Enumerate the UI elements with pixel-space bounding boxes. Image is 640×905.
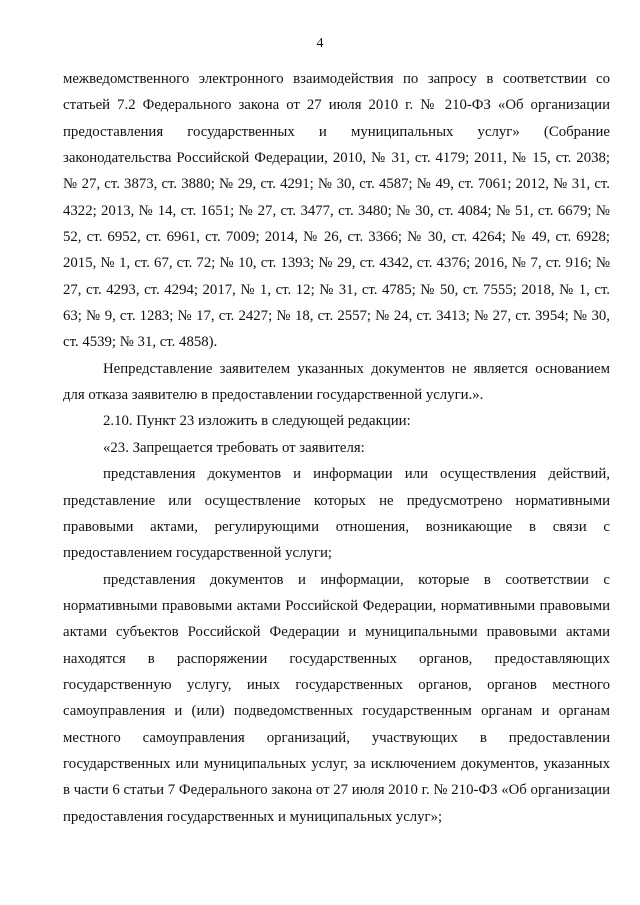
paragraph-item-actions: представления документов и информации или осуществления действий, представление или осуществление которых не предусмотрено нормативными правовыми актами, регулирующими отношения, возникающие в связи с предоставлением государственной услуги;	[63, 466, 610, 562]
paragraph-continuation: межведомственного электронного взаимодействия по запросу в соответствии со статьей 7.2 Федерального закона от 27 июля 2010 г. № 210-ФЗ «Об организации предоставления государственных и муниципальных услуг» (Собрание законодательства Российской Федерации, 2010, № 31, ст. 4179; 2011, № 15, ст. 2038; № 27, ст. 3873, ст. 3880; № 29, ст. 4291; № 30, ст. 4587; № 49, ст. 7061; 2012, № 31, ст. 4322; 2013, № 14, ст. 1651; № 27, ст. 3477, ст. 3480; № 30, ст. 4084; № 51, ст. 6679; № 52, ст. 6952, ст. 6961, ст. 7009; 2014, № 26, ст. 3366; № 30, ст. 4264; № 49, ст. 6928; 2015, № 1, ст. 67, ст. 72; № 10, ст. 1393; № 29, ст. 4342, ст. 4376; 2016, № 7, ст. 916; № 27, ст. 4293, ст. 4294; 2017, № 1, ст. 12; № 31, ст. 4785; № 50, ст. 7555; 2018, № 1, ст. 63; № 9, ст. 1283; № 17, ст. 2427; № 18, ст. 2557; № 24, ст. 3413; № 27, ст. 3954; № 30, ст. 4539; № 31, ст. 4858).	[63, 71, 610, 351]
document-body	[63, 66, 610, 830]
page-number: 4	[316, 36, 324, 51]
paragraph-clause-2-10: 2.10. Пункт 23 изложить в следующей редакции:	[103, 413, 411, 430]
paragraph-non-submission: Непредставление заявителем указанных документов не является основанием для отказа заявителю в предоставлении государственной услуги.».	[63, 360, 610, 404]
paragraph-clause-23-heading: «23. Запрещается требовать от заявителя:	[103, 439, 365, 456]
paragraph-item-documents: представления документов и информации, которые в соответствии с нормативными правовыми актами Российской Федерации, нормативными правовыми актами субъектов Российской Федерации и муниципальными правовыми актами находятся в распоряжении государственных органов, предоставляющих государственную услугу, иных государственных органов, органов местного самоуправления и (или) подведомственных государственным органам и органам местного самоуправления организаций, участвующих в предоставлении государственных или муниципальных услуг, за исключением документов, указанных в части 6 статьи 7 Федерального закона от 27 июля 2010 г. № 210-ФЗ «Об организации предоставления государственных и муниципальных услуг»;	[63, 571, 610, 825]
